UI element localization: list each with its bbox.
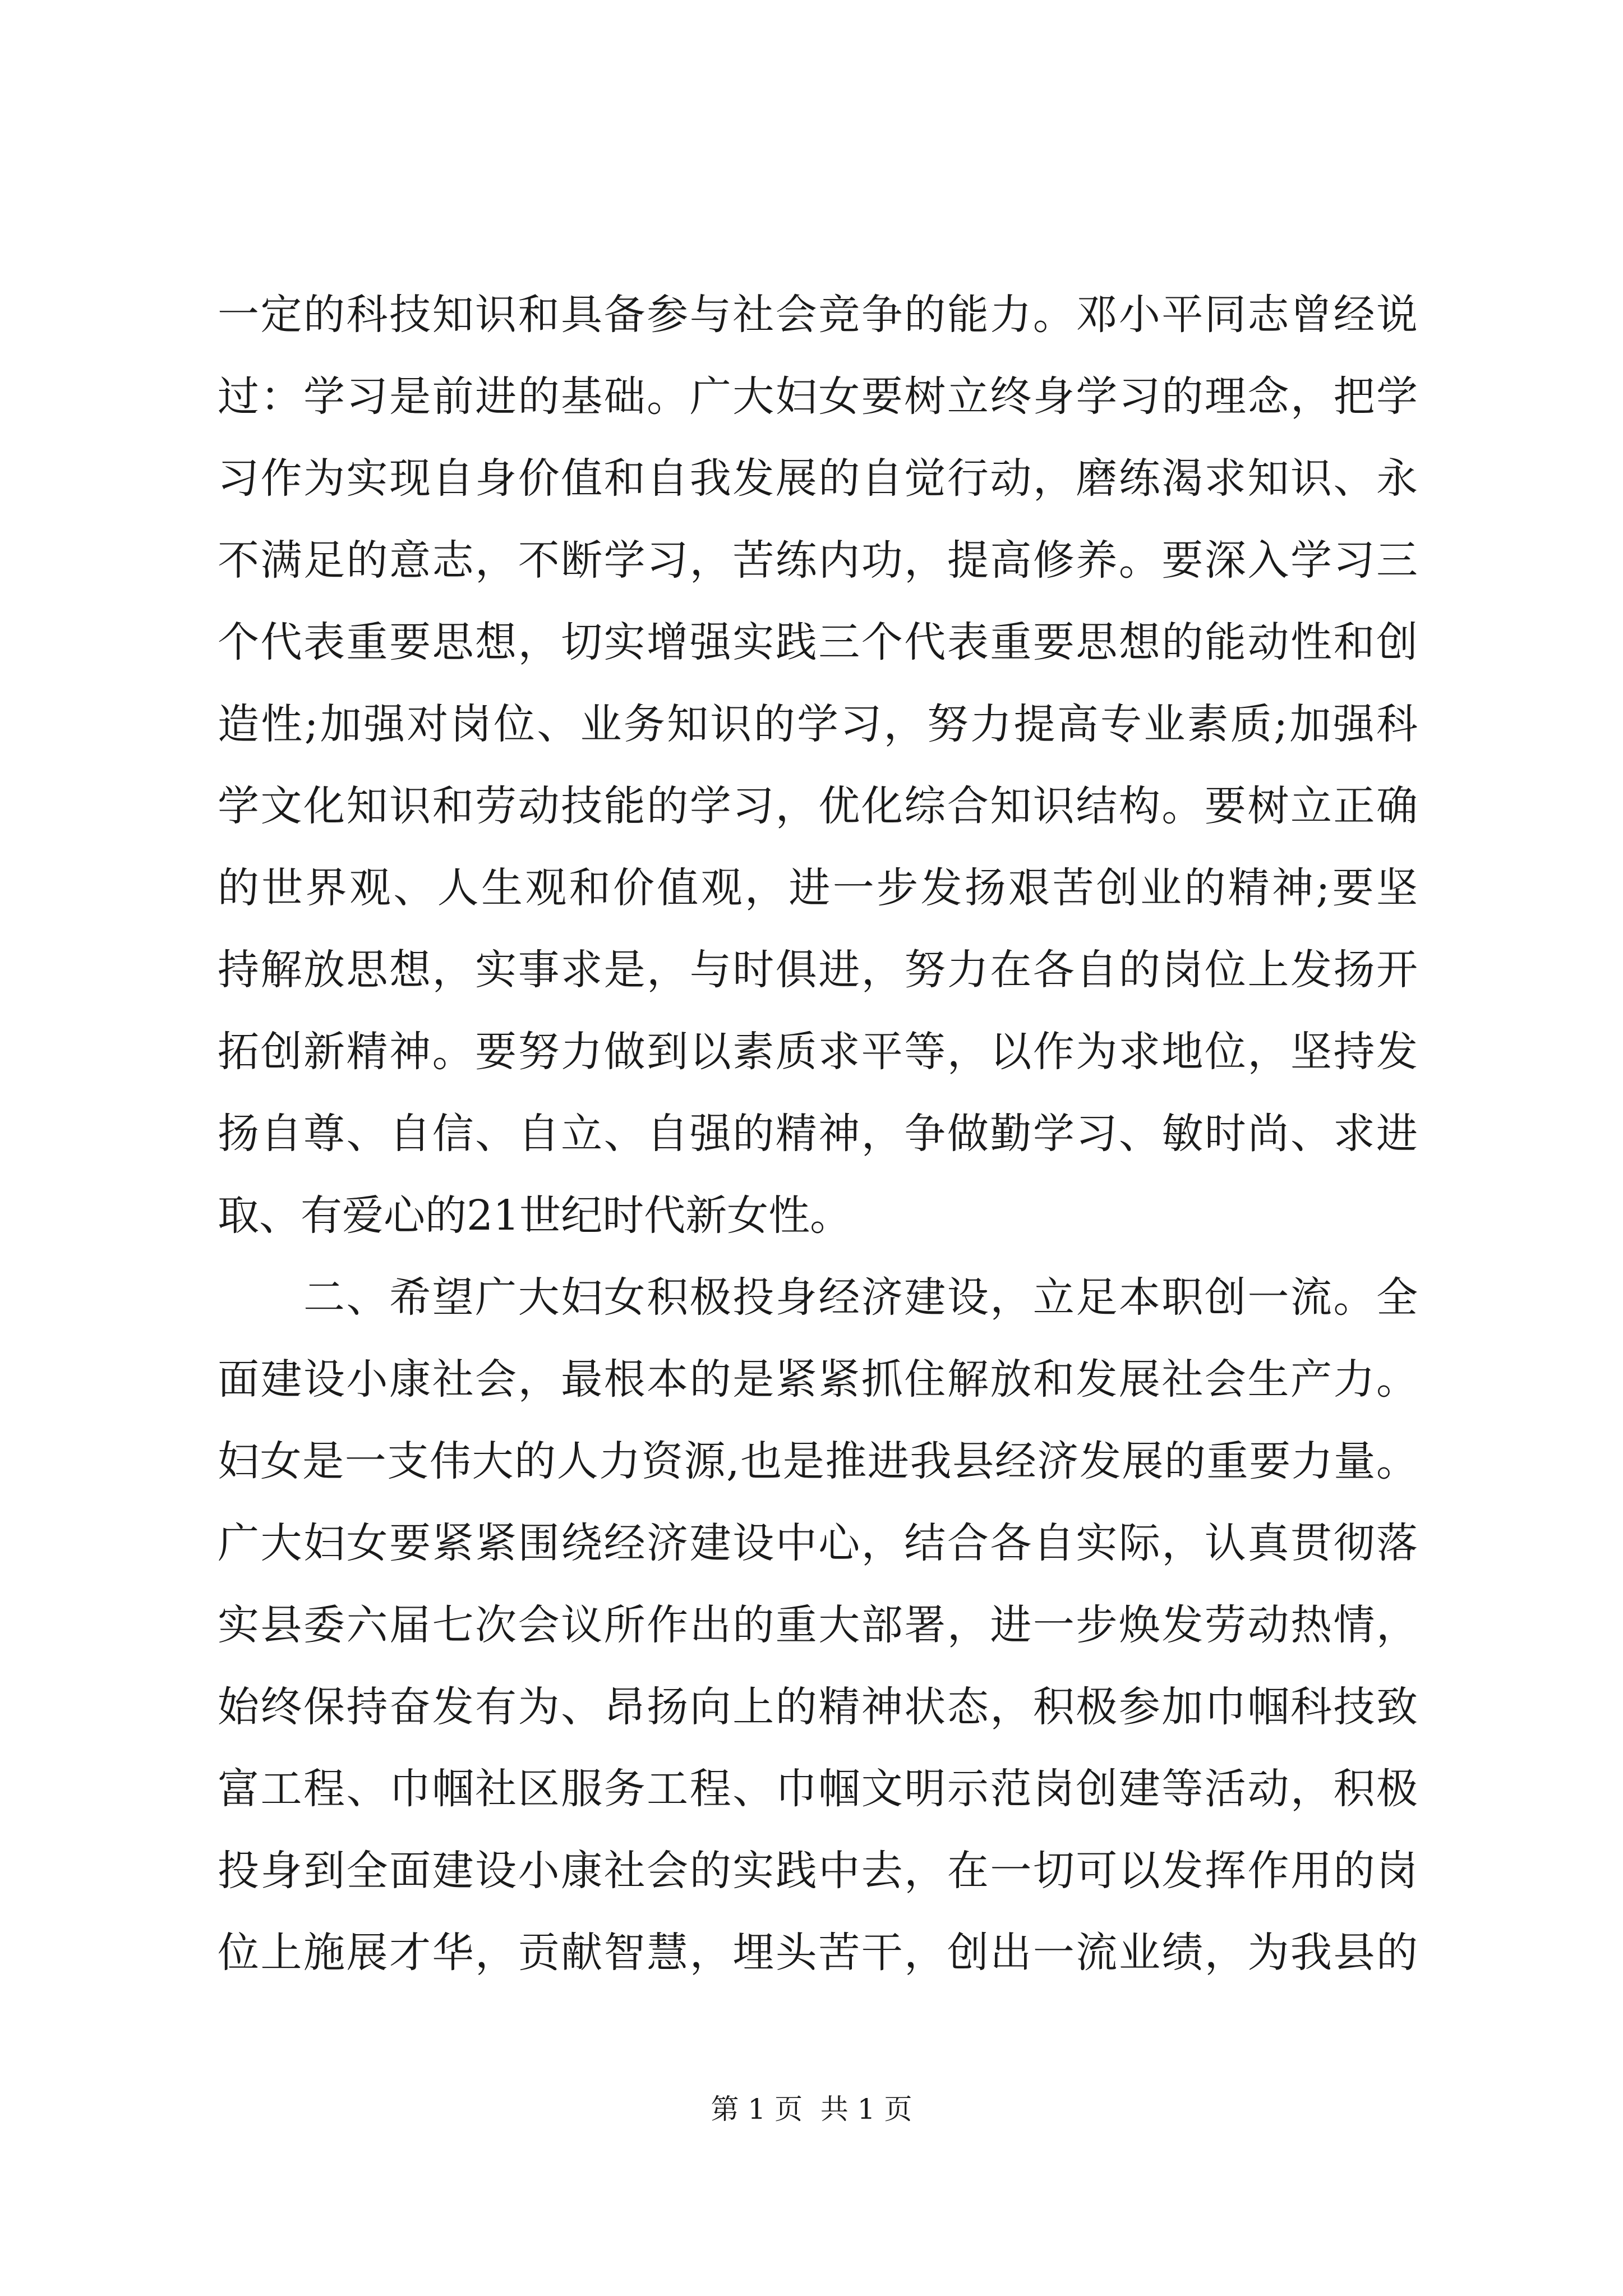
text-line: 取、有爱心的21世纪时代新女性。 <box>218 1191 852 1240</box>
text-line: 不满足的意志，不断学习，苦练内功，提高修养。要深入学习三 <box>218 536 1418 585</box>
text-line: 的世界观、人生观和价值观，进一步发扬艰苦创业的精神;要坚 <box>218 864 1418 912</box>
document-body <box>218 274 1418 1994</box>
text-line: 习作为实现自身价值和自我发展的自觉行动，磨练渴求知识、永 <box>218 454 1418 503</box>
text-line: 妇女是一支伟大的人力资源,也是推进我县经济发展的重要力量。 <box>218 1437 1418 1485</box>
text-line: 造性;加强对岗位、业务知识的学习，努力提高专业素质;加强科 <box>218 700 1418 748</box>
text-line: 面建设小康社会，最根本的是紧紧抓住解放和发展社会生产力。 <box>218 1355 1418 1404</box>
paragraph-2 <box>218 1257 1418 1994</box>
page-footer: 第 1 页 共 1 页 <box>711 2093 912 2125</box>
text-line: 富工程、巾帼社区服务工程、巾帼文明示范岗创建等活动，积极 <box>218 1765 1418 1813</box>
text-line: 个代表重要思想，切实增强实践三个代表重要思想的能动性和创 <box>218 618 1418 666</box>
text-line: 持解放思想，实事求是，与时俱进，努力在各自的岗位上发扬开 <box>218 946 1418 994</box>
text-line: 实县委六届七次会议所作出的重大部署，进一步焕发劳动热情， <box>218 1601 1418 1649</box>
text-line: 过：学习是前进的基础。广大妇女要树立终身学习的理念，把学 <box>218 372 1418 421</box>
text-line: 一定的科技知识和具备参与社会竞争的能力。邓小平同志曾经说 <box>218 291 1418 339</box>
text-line: 扬自尊、自信、自立、自强的精神，争做勤学习、敏时尚、求进 <box>218 1110 1418 1158</box>
text-line: 二、希望广大妇女积极投身经济建设，立足本职创一流。全 <box>218 1273 1418 1322</box>
text-line: 始终保持奋发有为、昂扬向上的精神状态，积极参加巾帼科技致 <box>218 1683 1418 1731</box>
text-line: 位上施展才华，贡献智慧，埋头苦干，创出一流业绩，为我县的 <box>218 1929 1418 1977</box>
text-line: 投身到全面建设小康社会的实践中去，在一切可以发挥作用的岗 <box>218 1847 1418 1895</box>
paragraph-1 <box>218 274 1418 1257</box>
text-line: 拓创新精神。要努力做到以素质求平等，以作为求地位，坚持发 <box>218 1028 1418 1076</box>
text-line: 学文化知识和劳动技能的学习，优化综合知识结构。要树立正确 <box>218 782 1418 830</box>
text-line: 广大妇女要紧紧围绕经济建设中心，结合各自实际，认真贯彻落 <box>218 1519 1418 1567</box>
